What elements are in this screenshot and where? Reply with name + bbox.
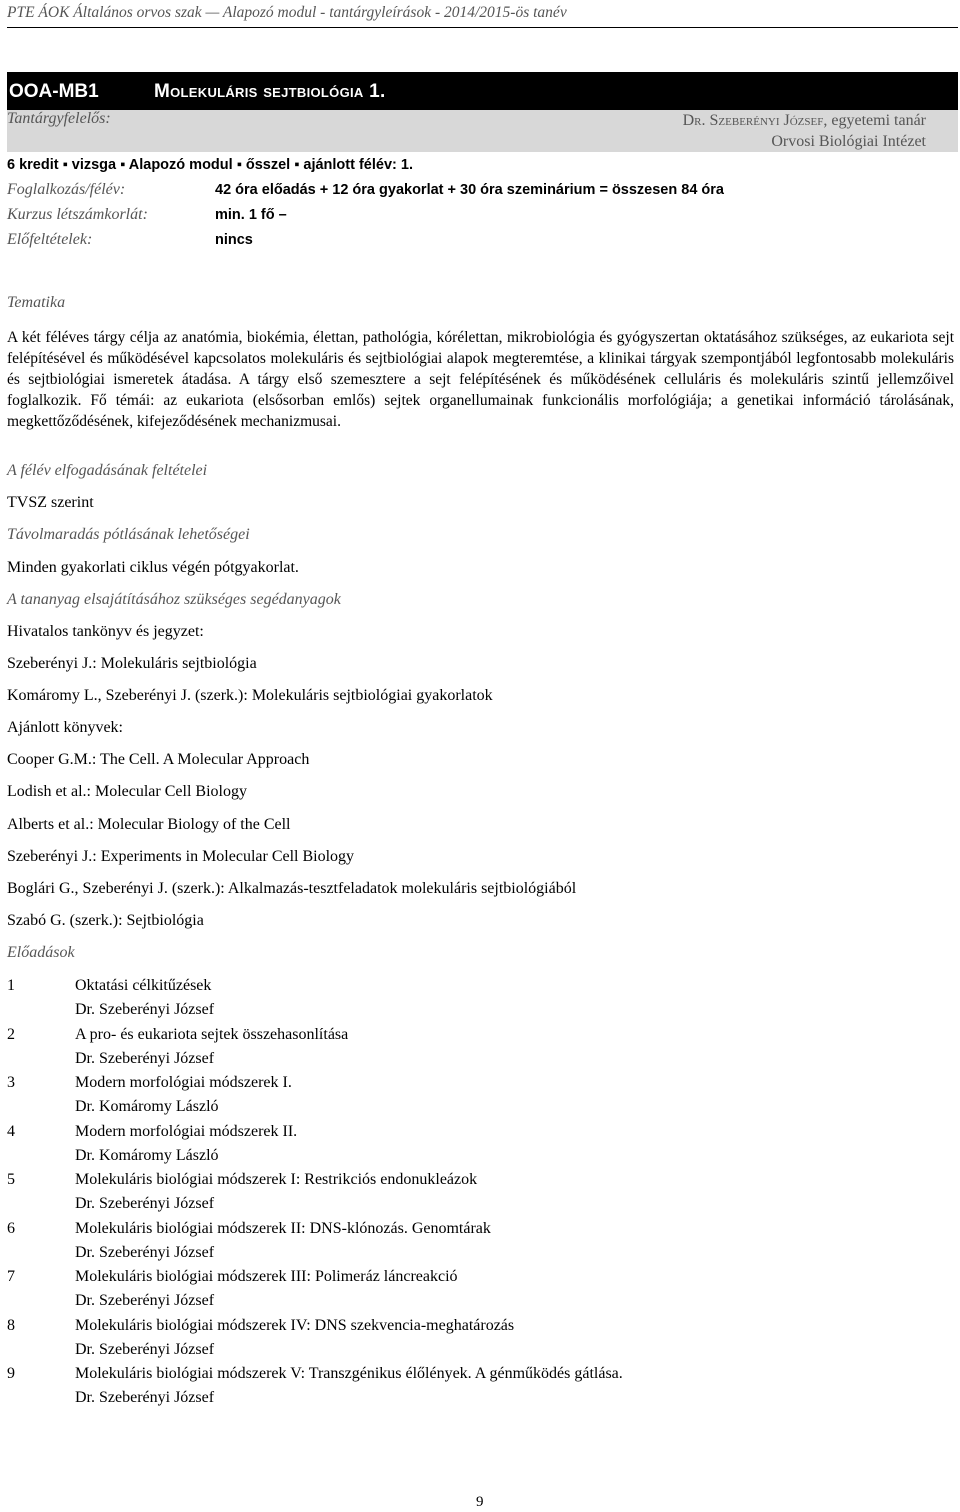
responsible-label: Tantárgyfelelős: — [7, 110, 111, 127]
lecture-title: A pro- és eukariota sejtek összehasonlítása — [75, 1026, 349, 1043]
lecture-lecturer: Dr. Szeberényi József — [75, 1341, 215, 1358]
lecture-title: Oktatási célkitűzések — [75, 977, 212, 994]
lecture-number: 7 — [7, 1268, 15, 1285]
lecture-number: 1 — [7, 977, 15, 994]
course-title: Molekuláris sejtbiológia 1. — [154, 81, 386, 102]
running-header: PTE ÁOK Általános orvos szak — Alapozó modul - tantárgyleírások - 2014/2015-ös tanév — [7, 4, 567, 21]
lecture-title: Molekuláris biológiai módszerek IV: DNS szekvencia-meghatározás — [75, 1317, 515, 1334]
header-rule — [7, 27, 958, 28]
hours-label: Foglalkozás/félév: — [7, 181, 126, 198]
prereq-value: nincs — [215, 232, 253, 248]
capacity-value: min. 1 fő – — [215, 207, 287, 223]
course-summary: 6 kredit ▪ vizsga ▪ Alapozó modul ▪ ősszel ▪ ajánlott félév: 1. — [7, 157, 413, 173]
book-item: Cooper G.M.: The Cell. A Molecular Approach — [7, 751, 310, 768]
lecture-lecturer: Dr. Szeberényi József — [75, 1001, 215, 1018]
page-number: 9 — [476, 1494, 484, 1510]
tematika-heading: Tematika — [7, 294, 66, 311]
lecture-title: Molekuláris biológiai módszerek I: Restrikciós endonukleázok — [75, 1171, 478, 1188]
makeup-text: Minden gyakorlati ciklus végén pótgyakorlat. — [7, 559, 299, 576]
lecture-number: 4 — [7, 1123, 15, 1140]
lectures-heading: Előadások — [7, 944, 75, 961]
official-books-label: Hivatalos tankönyv és jegyzet: — [7, 623, 204, 640]
acceptance-heading: A félév elfogadásának feltételei — [7, 462, 208, 479]
lecture-title: Molekuláris biológiai módszerek V: Transzgénikus élőlények. A génműködés gátlása. — [75, 1365, 623, 1382]
lecture-title: Modern morfológiai módszerek I. — [75, 1074, 292, 1091]
responsible-name: Dr. Szeberényi József — [682, 112, 824, 129]
prereq-label: Előfeltételek: — [7, 231, 93, 248]
lecture-number: 8 — [7, 1317, 15, 1334]
lecture-lecturer: Dr. Szeberényi József — [75, 1389, 215, 1406]
lecture-lecturer: Dr. Komáromy László — [75, 1098, 219, 1115]
book-item: Szeberényi J.: Molekuláris sejtbiológia — [7, 655, 257, 672]
book-item: Boglári G., Szeberényi J. (szerk.): Alkalmazás-tesztfeladatok molekuláris sejtbiológiából — [7, 880, 577, 897]
book-item: Szabó G. (szerk.): Sejtbiológia — [7, 912, 204, 929]
lecture-title: Molekuláris biológiai módszerek II: DNS-klónozás. Genomtárak — [75, 1220, 491, 1237]
lecture-title: Modern morfológiai módszerek II. — [75, 1123, 298, 1140]
lecture-lecturer: Dr. Szeberényi József — [75, 1292, 215, 1309]
hours-value: 42 óra előadás + 12 óra gyakorlat + 30 óra szeminárium = összesen 84 óra — [215, 182, 724, 198]
lecture-lecturer: Dr. Szeberényi József — [75, 1195, 215, 1212]
lecture-lecturer: Dr. Komáromy László — [75, 1147, 219, 1164]
makeup-heading: Távolmaradás pótlásának lehetőségei — [7, 526, 250, 543]
book-item: Alberts et al.: Molecular Biology of the Cell — [7, 816, 291, 833]
responsible-info — [683, 110, 926, 152]
lecture-number: 2 — [7, 1026, 15, 1043]
lecture-number: 9 — [7, 1365, 15, 1382]
lecture-title: Molekuláris biológiai módszerek III: Polimeráz láncreakció — [75, 1268, 458, 1285]
lecture-number: 5 — [7, 1171, 15, 1188]
lecture-lecturer: Dr. Szeberényi József — [75, 1244, 215, 1261]
acceptance-text: TVSZ szerint — [7, 494, 94, 511]
book-item: Lodish et al.: Molecular Cell Biology — [7, 783, 247, 800]
tematika-text: A két féléves tárgy célja az anatómia, biokémia, élettan, pathológia, kórélettan, mikrobiológia és gyógyszertan oktatásához szükséges, az eukariota sejt felépítésével és működésével kapcsolatos molekuláris és sejtbiológiai alapok megteremtése, a klinikai tárgyak szempontjából legfontosabb molekuláris és sejtbiológiai ismeretek átadása. A tárgy első szemesztere a sejt felépítésének és működésének celluláris és molekuláris szintű jellemzőivel foglalkozik. Fő témái: az eukariota (elsősorban emlős) sejtek organellumainak funkcionális morfológiája; a genetikai információ tárolásának, megkettőződésének, kifejeződésének mechanizmusai. — [7, 329, 954, 430]
institute-name: Orvosi Biológiai Intézet — [771, 133, 926, 150]
responsible-position: , egyetemi tanár — [823, 112, 926, 129]
lecture-lecturer: Dr. Szeberényi József — [75, 1050, 215, 1067]
course-title-bar — [7, 72, 958, 110]
lecture-number: 3 — [7, 1074, 15, 1091]
capacity-label: Kurzus létszámkorlát: — [7, 206, 148, 223]
lecture-number: 6 — [7, 1220, 15, 1237]
book-item: Szeberényi J.: Experiments in Molecular Cell Biology — [7, 848, 355, 865]
course-code: OOA-MB1 — [9, 81, 99, 102]
recommended-books-label: Ajánlott könyvek: — [7, 719, 123, 736]
materials-heading: A tananyag elsajátításához szükséges segédanyagok — [7, 591, 341, 608]
book-item: Komáromy L., Szeberényi J. (szerk.): Molekuláris sejtbiológiai gyakorlatok — [7, 687, 493, 704]
